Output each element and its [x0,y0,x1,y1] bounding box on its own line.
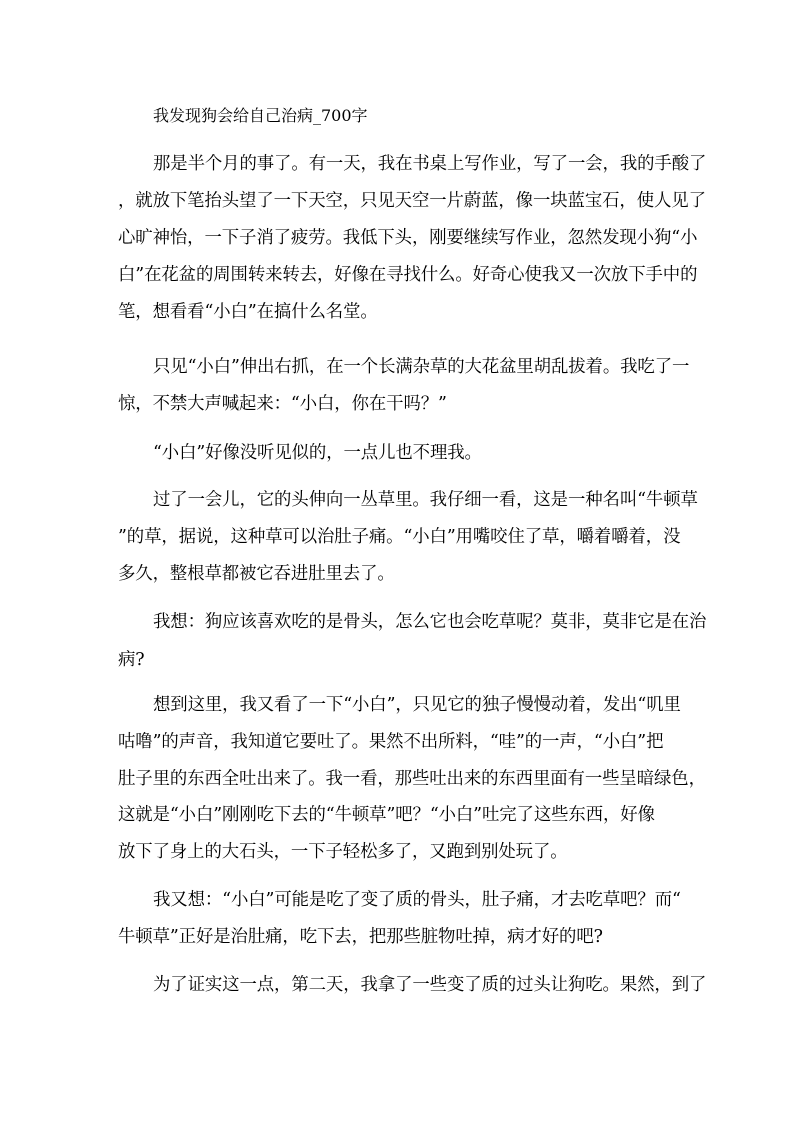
document-title: 我发现狗会给自己治病_700字 [153,106,368,125]
text-line: “小白”好像没听见似的，一点儿也不理我。 [153,443,482,463]
text-line: 只见“小白”伸出右抓，在一个长满杂草的大花盆里胡乱拔着。我吃了一 [153,357,690,377]
text-line: 心旷神怡，一下子消了疲劳。我低下头，刚要继续写作业，忽然发现小狗“小 [118,228,698,248]
text-line: 肚子里的东西全吐出来了。我一看，那些吐出来的东西里面有一些呈暗绿色， [118,769,706,789]
text-line: ，就放下笔抬头望了一下天空，只见天空一片蔚蓝，像一块蓝宝石，使人见了 [118,191,706,211]
text-line: 想到这里，我又看了一下“小白”，只见它的独子慢慢动着，发出“叽里 [153,695,681,715]
text-line: 为了证实这一点，第二天，我拿了一些变了质的过头让狗吃。果然，到了 [153,975,707,995]
text-line: ”的草，据说，这种草可以治肚子痛。“小白”用嘴咬住了草，嚼着嚼着，没 [118,527,681,547]
text-line: 白”在花盆的周围转来转去，好像在寻找什么。好奇心使我又一次放下手中的 [118,265,698,285]
text-line: 这就是“小白”刚刚吃下去的“牛顿草”吧？“小白”吐完了这些东西，好像 [118,805,655,825]
text-line: 病? [118,650,145,670]
text-line: 放下了身上的大石头，一下子轻松多了，又跑到别处玩了。 [118,842,568,862]
text-line: 咕噜”的声音，我知道它要吐了。果然不出所料，“哇”的一声，“小白”把 [118,732,664,752]
text-line: 过了一会儿，它的头伸向一丛草里。我仔细一看，这是一种名叫“牛顿草 [153,490,698,510]
text-line: 牛顿草”正好是治肚痛，吃下去，把那些脏物吐掉，病才好的吧? [118,927,603,947]
text-line: 我想：狗应该喜欢吃的是骨头，怎么它也会吃草呢？莫非，莫非它是在治 [153,612,707,632]
text-line: 笔，想看看“小白”在搞什么名堂。 [118,302,378,322]
text-line: 我又想：“小白”可能是吃了变了质的骨头，肚子痛，才去吃草吧？而“ [153,890,681,910]
text-line: 多久，整根草都被它吞进肚里去了。 [118,564,395,584]
text-line: 那是半个月的事了。有一天，我在书桌上写作业，写了一会，我的手酸了 [153,154,707,174]
text-line: 惊，不禁大声喊起来：“小白，你在干吗？” [118,394,447,414]
